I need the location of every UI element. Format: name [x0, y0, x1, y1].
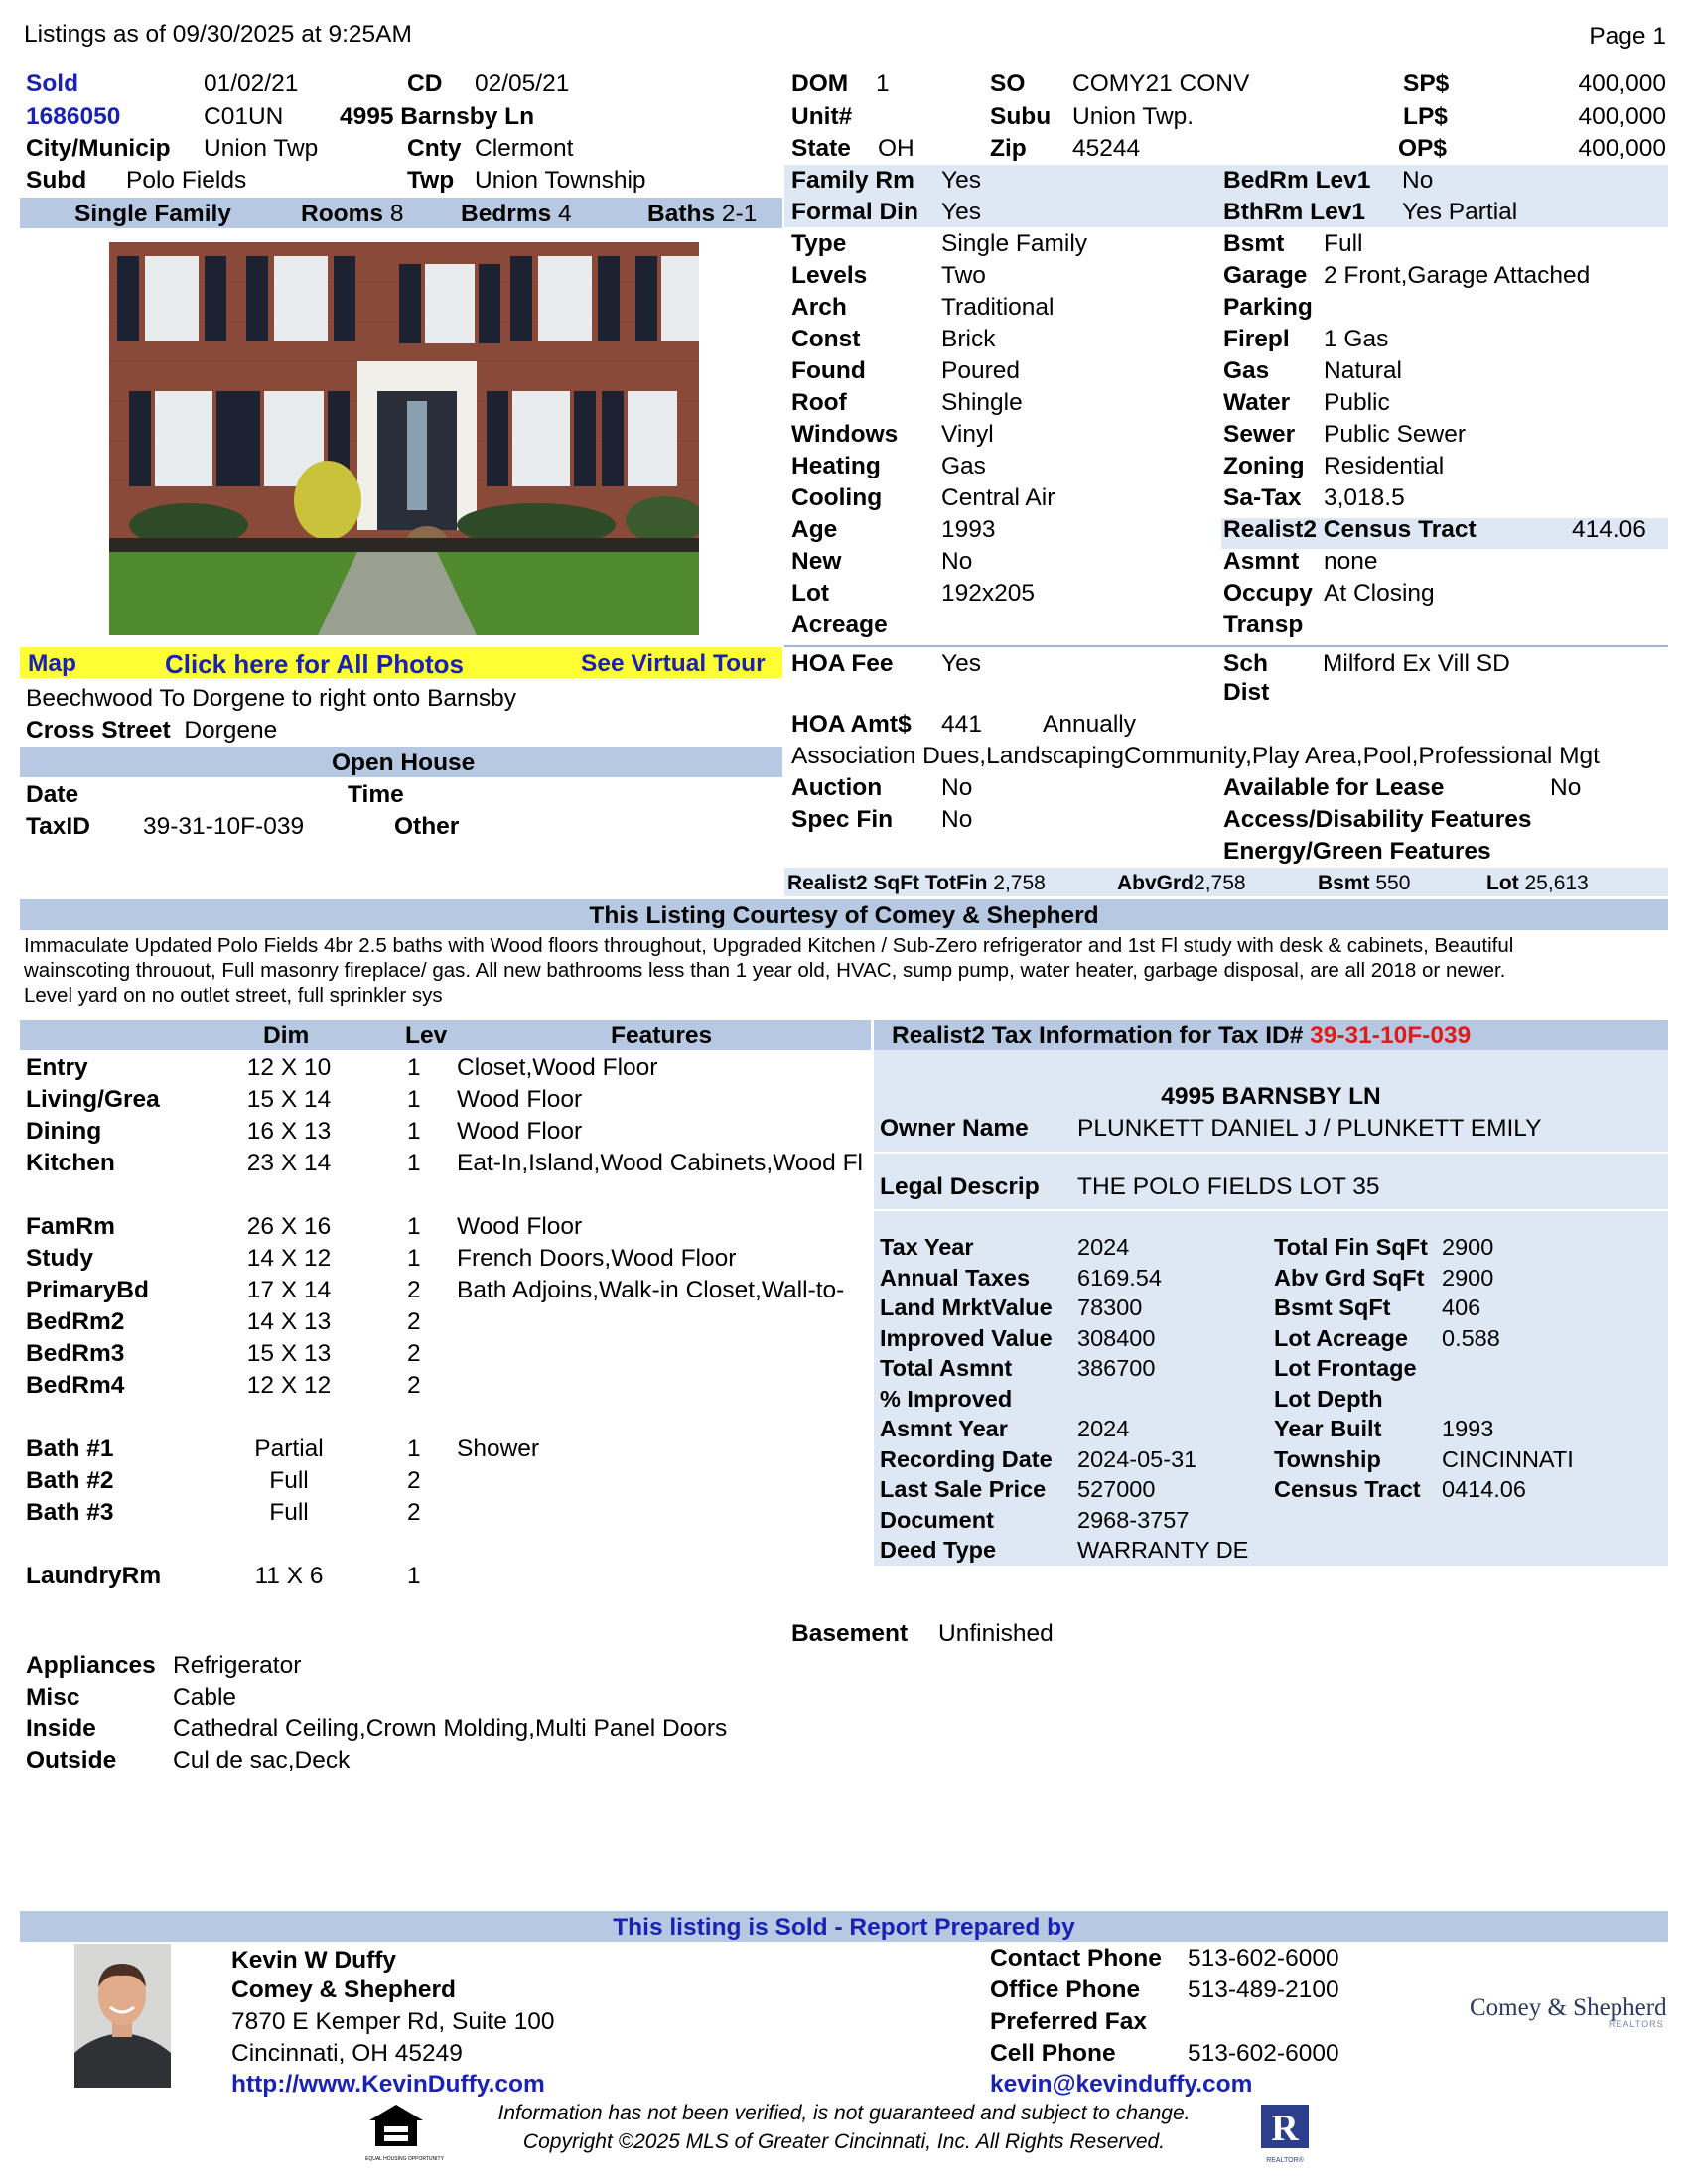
sqft-lot: Lot 25,613 [1486, 872, 1589, 894]
feature-label: Cooling [791, 484, 883, 511]
tax-label: Document [880, 1506, 994, 1533]
specfin-value: No [941, 806, 973, 833]
remarks-line: Immaculate Updated Polo Fields 4br 2.5 baths with Wood floors throughout, Upgraded Kitchen / Sub-Zero refrigerator and 1st Fl study with desk & cabinets, Beautiful [24, 934, 1514, 957]
twp-label: Twp [407, 167, 455, 194]
feature-label: BthRm Lev1 [1223, 199, 1365, 225]
agent-city: Cincinnati, OH 45249 [231, 2040, 463, 2067]
directions: Beechwood To Dorgene to right onto Barnsby [26, 685, 516, 712]
room-features: French Doors,Wood Floor [457, 1245, 737, 1272]
feature-value: Public [1324, 389, 1390, 416]
room-features: Closet,Wood Floor [457, 1054, 658, 1081]
room-dim: Full [269, 1499, 309, 1526]
room-name: BedRm2 [26, 1308, 125, 1335]
feature-label: Roof [791, 389, 847, 416]
tax-id: 39-31-10F-039 [1310, 1023, 1472, 1049]
hoa-frequency: Annually [1043, 711, 1136, 738]
summary-rooms: Rooms 8 [301, 201, 404, 227]
tax-label: Annual Taxes [880, 1264, 1031, 1291]
tax-value: WARRANTY DE [1077, 1537, 1249, 1563]
room-level: 2 [407, 1499, 421, 1526]
subu-label: Subu [990, 103, 1052, 130]
feature-label: Age [791, 516, 838, 543]
property-photo[interactable] [109, 242, 699, 635]
subd-value: Polo Fields [126, 167, 247, 194]
feature-label: Parking [1223, 294, 1313, 321]
feature-label: Arch [791, 294, 847, 321]
access-features-label: Access/Disability Features [1223, 806, 1532, 833]
tax-label: Lot Frontage [1274, 1355, 1417, 1381]
school-dist-label: Dist [1223, 679, 1270, 706]
tax-label: Bsmt SqFt [1274, 1295, 1391, 1320]
room-name: BedRm4 [26, 1372, 125, 1399]
area-code: C01UN [204, 103, 284, 130]
room-level: 2 [407, 1467, 421, 1494]
tax-value: 78300 [1077, 1295, 1143, 1320]
room-name: Bath #2 [26, 1467, 114, 1494]
room-level: 2 [407, 1308, 421, 1335]
extra-label: Outside [26, 1747, 117, 1774]
subd-label: Subd [26, 167, 87, 194]
open-house-date-label: Date [26, 781, 79, 808]
tax-label: Improved Value [880, 1324, 1053, 1351]
auction-label: Auction [791, 774, 883, 801]
feature-value: Natural [1324, 357, 1402, 384]
summary-bedrms: Bedrms 4 [461, 201, 572, 227]
feature-value: 3,018.5 [1324, 484, 1405, 511]
virtual-tour-link[interactable]: See Virtual Tour [581, 650, 766, 677]
room-dim: Partial [254, 1435, 324, 1462]
feature-label: Formal Din [791, 199, 918, 225]
open-house-time-label: Time [348, 781, 404, 808]
room-dim: Full [269, 1467, 309, 1494]
agent-name: Kevin W Duffy [231, 1947, 397, 1974]
cd-label: CD [407, 70, 443, 97]
room-name: Living/Grea [26, 1086, 160, 1113]
sqft-totfin: Realist2 SqFt TotFin 2,758 [787, 872, 1046, 894]
taxid-label: TaxID [26, 813, 90, 840]
feature-value: 414.06 [1572, 516, 1646, 543]
room-level: 1 [407, 1435, 421, 1462]
cd-date: 02/05/21 [475, 70, 570, 97]
dom-label: DOM [791, 70, 849, 97]
feature-value: none [1324, 548, 1378, 575]
feature-value: Traditional [941, 294, 1055, 321]
extra-label: Inside [26, 1715, 96, 1742]
equal-housing-text: EQUAL HOUSING OPPORTUNITY [365, 2156, 444, 2163]
listing-id[interactable]: 1686050 [26, 103, 121, 130]
remarks [24, 933, 1513, 1008]
map-link[interactable]: Map [28, 650, 76, 677]
tax-value: 527000 [1077, 1476, 1156, 1502]
feature-value: Yes [941, 199, 981, 225]
feature-label: Lot [791, 580, 830, 607]
feature-label: Garage [1223, 262, 1308, 289]
extra-value: Cable [173, 1684, 237, 1710]
state-value: OH [878, 135, 914, 162]
page-number: Page 1 [1589, 23, 1666, 50]
tax-value: 2024-05-31 [1077, 1445, 1197, 1472]
remarks-line: Level yard on no outlet street, full sprinkler sys [24, 984, 443, 1007]
city-value: Union Twp [204, 135, 319, 162]
all-photos-link[interactable]: Click here for All Photos [165, 649, 464, 679]
county-value: Clermont [475, 135, 574, 162]
feature-value: Yes [941, 167, 981, 194]
agent-email-link[interactable]: kevin@kevinduffy.com [990, 2071, 1253, 2098]
energy-features-label: Energy/Green Features [1223, 838, 1491, 865]
feature-label: Levels [791, 262, 868, 289]
room-dim: 23 X 14 [246, 1150, 332, 1176]
tax-label: Total Asmnt [880, 1355, 1013, 1381]
room-level: 1 [407, 1118, 421, 1145]
feature-value: Full [1324, 230, 1363, 257]
tax-label: % Improved [880, 1385, 1013, 1412]
realtor-text: REALTOR® [1266, 2157, 1304, 2165]
owner-value: PLUNKETT DANIEL J / PLUNKETT EMILY [1077, 1115, 1542, 1142]
agent-photo [74, 1944, 171, 2088]
room-level: 1 [407, 1245, 421, 1272]
tax-value: 2900 [1442, 1264, 1494, 1291]
rooms-features-header: Features [611, 1023, 713, 1049]
sp-label: SP$ [1403, 70, 1450, 97]
feature-label: Occupy [1223, 580, 1313, 607]
feature-value: 2 Front,Garage Attached [1324, 262, 1591, 289]
feature-value: Residential [1324, 453, 1445, 479]
summary-type: Single Family [74, 201, 231, 227]
room-features: Wood Floor [457, 1118, 583, 1145]
tax-value: 1993 [1442, 1416, 1494, 1441]
tax-label: Township [1274, 1445, 1381, 1472]
agent-street: 7870 E Kemper Rd, Suite 100 [231, 2008, 555, 2035]
room-dim: 17 X 14 [246, 1277, 332, 1303]
subu-value: Union Twp. [1072, 103, 1195, 130]
feature-label: Acreage [791, 612, 888, 638]
cross-street: Cross Street Dorgene [26, 717, 278, 744]
room-dim: 12 X 10 [246, 1054, 332, 1081]
rooms-dim-header: Dim [263, 1023, 310, 1049]
room-level: 1 [407, 1054, 421, 1081]
rooms-lev-header: Lev [405, 1023, 448, 1049]
feature-value: Poured [941, 357, 1021, 384]
room-name: Kitchen [26, 1150, 115, 1176]
tax-label: Asmnt Year [880, 1416, 1008, 1441]
tax-label: Tax Year [880, 1234, 974, 1260]
other-label: Other [394, 813, 460, 840]
room-name: FamRm [26, 1213, 115, 1240]
feature-label: Const [791, 326, 861, 352]
room-dim: 15 X 13 [246, 1340, 332, 1367]
fax-label: Preferred Fax [990, 2008, 1147, 2035]
report-band-text: This listing is Sold - Report Prepared by [613, 1914, 1075, 1941]
tax-label: Census Tract [1274, 1476, 1421, 1502]
company-logo: Comey & Shepherd [1470, 1994, 1667, 2021]
hoa-fee-label: HOA Fee [791, 650, 894, 677]
tax-label: Year Built [1274, 1416, 1382, 1441]
agent-company: Comey & Shepherd [231, 1977, 456, 2003]
legal-label: Legal Descrip [880, 1173, 1040, 1200]
sold-date: 01/02/21 [204, 70, 299, 97]
city-label: City/Municip [26, 135, 171, 162]
room-dim: 16 X 13 [246, 1118, 332, 1145]
room-features: Bath Adjoins,Walk-in Closet,Wall-to- [457, 1277, 845, 1303]
property-address: 4995 Barnsby Ln [340, 103, 535, 130]
contact-phone: 513-602-6000 [1188, 1945, 1339, 1972]
tax-value: 2024 [1077, 1234, 1130, 1260]
disclaimer-line1: Information has not been verified, is not guaranteed and subject to change. [497, 2102, 1191, 2124]
room-dim: 26 X 16 [246, 1213, 332, 1240]
room-dim: 15 X 14 [246, 1086, 332, 1113]
school-label: Sch [1223, 650, 1268, 677]
feature-value: 192x205 [941, 580, 1036, 607]
room-level: 2 [407, 1277, 421, 1303]
feature-label: BedRm Lev1 [1223, 167, 1371, 194]
room-name: Entry [26, 1054, 88, 1081]
room-name: Study [26, 1245, 94, 1272]
office-phone-label: Office Phone [990, 1977, 1141, 2003]
feature-label: Asmnt [1223, 548, 1300, 575]
tax-label: Abv Grd SqFt [1274, 1264, 1425, 1291]
tax-value: 2900 [1442, 1234, 1494, 1260]
tax-label: Lot Acreage [1274, 1324, 1408, 1351]
room-name: BedRm3 [26, 1340, 125, 1367]
room-dim: 12 X 12 [246, 1372, 332, 1399]
room-name: Bath #1 [26, 1435, 114, 1462]
room-level: 2 [407, 1340, 421, 1367]
lease-label: Available for Lease [1223, 774, 1445, 801]
sqft-abvgrd: AbvGrd2,758 [1117, 872, 1246, 894]
feature-label: Water [1223, 389, 1291, 416]
hoa-amt-value: 441 [941, 711, 982, 738]
op-label: OP$ [1398, 135, 1448, 162]
extra-label: Appliances [26, 1652, 156, 1679]
feature-label: Type [791, 230, 847, 257]
feature-label: Sewer [1223, 421, 1296, 448]
feature-label: Gas [1223, 357, 1270, 384]
extra-value: Refrigerator [173, 1652, 302, 1679]
association-features: Association Dues,LandscapingCommunity,Play Area,Pool,Professional Mgt [791, 743, 1600, 769]
cell-phone: 513-602-6000 [1188, 2040, 1339, 2067]
extra-label: Misc [26, 1684, 80, 1710]
realtor-icon [1259, 2103, 1311, 2165]
room-level: 1 [407, 1150, 421, 1176]
status-sold: Sold [26, 70, 79, 97]
feature-value: Central Air [941, 484, 1055, 511]
feature-value: No [941, 548, 973, 575]
tax-value: 386700 [1077, 1355, 1156, 1381]
summary-baths: Baths 2-1 [647, 201, 758, 227]
feature-value: Two [941, 262, 986, 289]
feature-value: Shingle [941, 389, 1023, 416]
feature-label: Found [791, 357, 866, 384]
open-house-title: Open House [332, 750, 476, 776]
tax-value: 0414.06 [1442, 1476, 1526, 1502]
taxid-value: 39-31-10F-039 [143, 813, 305, 840]
feature-label: Sa-Tax [1223, 484, 1302, 511]
disclaimer-line2: Copyright ©2025 MLS of Greater Cincinnati, Inc. All Rights Reserved. [522, 2130, 1166, 2153]
so-value: COMY21 CONV [1072, 70, 1250, 97]
extra-value: Cathedral Ceiling,Crown Molding,Multi Panel Doors [173, 1715, 728, 1742]
tax-label: Land MrktValue [880, 1295, 1053, 1320]
tax-label: Deed Type [880, 1537, 997, 1563]
tax-label: Lot Depth [1274, 1385, 1383, 1412]
tax-value: 6169.54 [1077, 1264, 1162, 1291]
room-dim: 14 X 13 [246, 1308, 332, 1335]
room-level: 1 [407, 1563, 421, 1589]
twp-value: Union Township [475, 167, 646, 194]
house-illustration [109, 242, 699, 635]
feature-label: Firepl [1223, 326, 1290, 352]
divider-line [784, 645, 1668, 647]
tax-label: Total Fin SqFt [1274, 1234, 1428, 1260]
room-name: PrimaryBd [26, 1277, 149, 1303]
lp-value: 400,000 [1578, 103, 1666, 130]
room-level: 2 [407, 1372, 421, 1399]
dom-value: 1 [876, 70, 890, 97]
zip-value: 45244 [1072, 135, 1141, 162]
remarks-line: wainscoting throuout, Full masonry fireplace/ gas. All new bathrooms less than 1 year old, HVAC, sump pump, water heater, garbage disposal, are all 2018 or newer. [24, 959, 1506, 982]
feature-label: Windows [791, 421, 899, 448]
agent-portrait [74, 1944, 171, 2088]
room-level: 1 [407, 1086, 421, 1113]
room-dim: 11 X 6 [254, 1563, 324, 1589]
auction-value: No [941, 774, 973, 801]
so-label: SO [990, 70, 1026, 97]
hoa-fee-value: Yes [941, 650, 981, 677]
tax-label: Last Sale Price [880, 1476, 1047, 1502]
sqft-bsmt: Bsmt 550 [1318, 872, 1411, 894]
listing-date: Listings as of 09/30/2025 at 9:25AM [24, 21, 412, 48]
zip-label: Zip [990, 135, 1027, 162]
feature-value: Vinyl [941, 421, 994, 448]
lease-value: No [1550, 774, 1582, 801]
feature-label: Zoning [1223, 453, 1305, 479]
state-label: State [791, 135, 851, 162]
room-features: Eat-In,Island,Wood Cabinets,Wood Fl [457, 1150, 863, 1176]
room-features: Wood Floor [457, 1086, 583, 1113]
room-name: Bath #3 [26, 1499, 114, 1526]
tax-header: Realist2 Tax Information for Tax ID# 39-31-10F-039 [892, 1023, 1472, 1049]
tax-value: 0.588 [1442, 1324, 1500, 1351]
svg-text:R: R [1271, 2108, 1299, 2149]
lp-label: LP$ [1403, 103, 1448, 130]
sp-value: 400,000 [1578, 70, 1666, 97]
basement-label: Basement [791, 1620, 909, 1647]
extra-value: Cul de sac,Deck [173, 1747, 351, 1774]
company-logo-sub: REALTORS [1609, 2019, 1664, 2029]
feature-value: Brick [941, 326, 996, 352]
tax-value: 2968-3757 [1077, 1506, 1190, 1533]
unit-label: Unit# [791, 103, 853, 130]
courtesy-text: This Listing Courtesy of Comey & Shepherd [589, 902, 1099, 929]
room-features: Wood Floor [457, 1213, 583, 1240]
tax-label: Recording Date [880, 1445, 1053, 1472]
feature-value: Gas [941, 453, 986, 479]
room-level: 1 [407, 1213, 421, 1240]
feature-value: No [1402, 167, 1434, 194]
tax-value: CINCINNATI [1442, 1445, 1574, 1472]
school-value: Milford Ex Vill SD [1323, 650, 1510, 677]
room-dim: 14 X 12 [246, 1245, 332, 1272]
feature-value: Yes Partial [1402, 199, 1518, 225]
tax-value: 308400 [1077, 1324, 1156, 1351]
tax-value: 406 [1442, 1295, 1481, 1320]
tax-value: 2024 [1077, 1416, 1130, 1441]
specfin-label: Spec Fin [791, 806, 894, 833]
feature-value: At Closing [1324, 580, 1435, 607]
feature-label: Bsmt [1223, 230, 1285, 257]
feature-label: Transp [1223, 612, 1304, 638]
room-name: LaundryRm [26, 1563, 162, 1589]
tax-divider [874, 1209, 1668, 1211]
room-features: Shower [457, 1435, 540, 1462]
room-name: Dining [26, 1118, 102, 1145]
basement-value: Unfinished [938, 1620, 1054, 1647]
agent-website-link[interactable]: http://www.KevinDuffy.com [231, 2071, 545, 2098]
legal-value: THE POLO FIELDS LOT 35 [1077, 1173, 1380, 1200]
county-label: Cnty [407, 135, 462, 162]
feature-label: Realist2 Census Tract [1223, 516, 1477, 543]
owner-label: Owner Name [880, 1115, 1029, 1142]
office-phone: 513-489-2100 [1188, 1977, 1339, 2003]
feature-label: Family Rm [791, 167, 914, 194]
cell-phone-label: Cell Phone [990, 2040, 1116, 2067]
tax-address: 4995 BARNSBY LN [1161, 1083, 1381, 1110]
feature-value: Single Family [941, 230, 1088, 257]
feature-value: 1993 [941, 516, 996, 543]
feature-label: Heating [791, 453, 881, 479]
feature-label: New [791, 548, 842, 575]
contact-phone-label: Contact Phone [990, 1945, 1162, 1972]
op-value: 400,000 [1578, 135, 1666, 162]
hoa-amt-label: HOA Amt$ [791, 711, 912, 738]
feature-value: 1 Gas [1324, 326, 1389, 352]
feature-value: Public Sewer [1324, 421, 1466, 448]
tax-divider [874, 1152, 1668, 1154]
